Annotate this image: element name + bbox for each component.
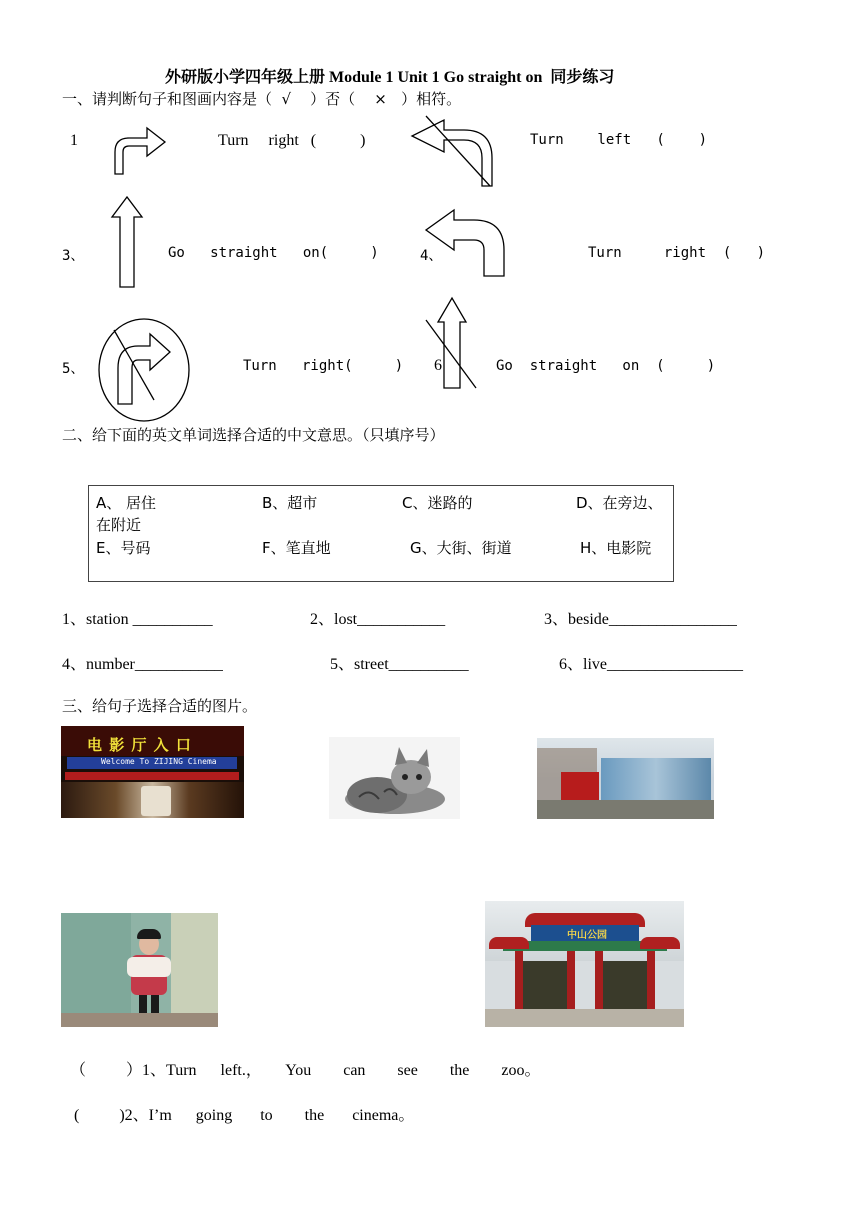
item4-text: Turn right ( )	[588, 245, 766, 261]
blank-beside: 3、beside________________	[544, 611, 737, 628]
item6-number: 6	[434, 357, 442, 374]
item2-text: Turn left ( )	[530, 132, 708, 148]
blank-live: 6、live_________________	[559, 656, 743, 673]
park-gate-photo	[485, 901, 684, 1027]
cinema-banner-text: Welcome To ZIJING Cinema	[101, 757, 217, 766]
item5-text: Turn right( )	[243, 358, 404, 374]
zoo-photo	[537, 738, 714, 819]
item5-number: 5、	[62, 361, 85, 377]
option-g: G、大街、街道	[410, 539, 512, 557]
option-a: A、 居住	[96, 494, 157, 512]
item1-text: Turn right ( )	[218, 132, 366, 149]
turn-right-arrow-icon	[105, 124, 175, 176]
item1-number: 1	[70, 132, 78, 149]
item4-number: 4、	[420, 248, 443, 264]
blank-street: 5、street__________	[330, 656, 469, 673]
straight-arrow-icon	[110, 195, 144, 289]
sentence-2: ( )2、I’m going to the cinema。	[70, 1107, 415, 1124]
section2-heading: 二、给下面的英文单词选择合适的中文意思。（只填序号）	[62, 426, 445, 444]
option-e: E、号码	[96, 539, 151, 557]
girl-photo	[61, 913, 218, 1027]
option-d-cont: 在附近	[96, 516, 142, 534]
crossed-straight-arrow-icon	[424, 296, 480, 390]
crossed-turn-right-sign-icon	[98, 318, 194, 424]
item3-number: 3、	[62, 248, 85, 264]
section1-heading: 一、请判断句子和图画内容是（ √ ）否（ × ）相符。	[62, 90, 462, 108]
page-title: 外研版小学四年级上册 Module 1 Unit 1 Go straight on 同步练习	[165, 69, 615, 86]
option-b: B、超市	[262, 494, 318, 512]
option-d: D、在旁边、	[576, 494, 663, 512]
kitten-photo	[329, 737, 460, 819]
section3-heading: 三、给句子选择合适的图片。	[62, 697, 258, 715]
item3-text: Go straight on( )	[168, 245, 379, 261]
turn-left-arrow-icon	[424, 206, 508, 278]
option-h: H、电影院	[580, 539, 652, 557]
sentence-1: （ ）1、Turn left.， You can see the zoo。	[70, 1062, 541, 1079]
blank-lost: 2、lost___________	[310, 611, 446, 628]
crossed-turn-left-arrow-icon	[410, 114, 500, 190]
blank-station: 1、station __________	[62, 611, 213, 628]
cinema-sign-text: 电 影 厅 入 口	[87, 736, 192, 754]
item6-text: Go straight on ( )	[496, 358, 716, 374]
option-c: C、迷路的	[402, 494, 473, 512]
cinema-photo	[61, 726, 244, 818]
blank-number: 4、number___________	[62, 656, 223, 673]
park-sign-text: 中山公园	[567, 930, 607, 941]
option-f: F、笔直地	[262, 539, 331, 557]
